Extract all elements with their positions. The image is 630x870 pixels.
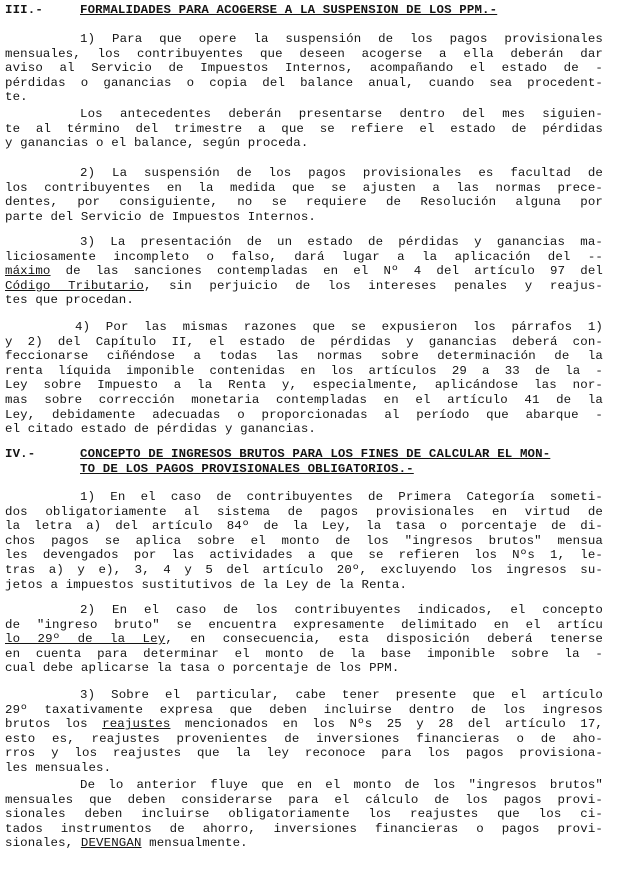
text-line: mensuales que deben considerarse para el cálculo de los pagos provi- [5,792,603,807]
text-line: parte del Servicio de Impuestos Internos. [5,209,317,224]
text-line: liciosamente incompleto o falso, dará lugar a la aplicación del -- [5,249,603,264]
section-4-title-line-2: TO DE LOS PAGOS PROVISIONALES OBLIGATORIOS.- [80,462,414,476]
text-line: sionales deben incluirse obligatoriamente los reajustes que los ci- [5,807,603,822]
section-4-number: IV.- [5,447,36,461]
text-line: Ley sobre Impuesto a la Renta y, especialmente, aplicándose las nor- [5,378,603,393]
text-line: 3) La presentación de un estado de pérdidas y ganancias ma- [80,235,603,249]
text-line: te al término del trimestre a que se refiere el estado de pérdidas [5,121,603,136]
text-run: brutos los [5,717,103,732]
text-line: 1) En el caso de contribuyentes de Primera Categoría someti- [80,490,603,504]
text-run: de las sanciones contempladas en el Nº 4 del artículo 97 del [50,264,603,279]
text-line: de "ingreso bruto" se encuentra expresamente delimitado en el artícu [5,617,603,632]
text-line: 4) Por las mismas razones que se expusieron los párrafos 1) [75,320,603,334]
text-line: mas sobre corrección monetaria contempladas en el artículo 41 de la [5,392,603,407]
underlined-term: DEVENGAN [80,836,142,851]
text-line: les mensuales. [5,760,112,775]
text-line [5,717,603,732]
text-line: y ganancias o el balance, según proceda. [5,136,309,151]
section-3-paragraph-2 [5,107,603,151]
text-run: mensualmente. [141,836,248,851]
text-run: mencionados en los Nºs 25 y 28 del artículo 17, [170,717,603,732]
text-line [5,836,603,851]
underlined-term: máximo [5,264,51,279]
text-line: esto es, reajustes provenientes de inversiones financieras o de aho- [5,731,603,746]
text-line: 2) La suspensión de los pagos provisionales es facultad de [80,166,603,180]
underlined-term: Código Tributario [5,278,144,293]
text-line: la letra a) del artículo 84º de la Ley, la tasa o porcentaje de di- [5,519,603,534]
section-4-paragraph-2 [5,603,603,676]
text-line: 2) En el caso de los contribuyentes indicados, el concepto [80,603,603,617]
text-line: jetos a impuestos sustitutivos de la Ley de la Renta. [5,577,408,592]
text-line: y 2) del Capítulo II, el estado de pérdidas y ganancias deberá con- [5,334,603,349]
section-4-paragraph-3 [5,688,603,776]
section-3-heading [5,3,497,18]
text-line: Ley, debidamente adecuadas o proporcionadas al período que abarque - [5,407,603,422]
text-line: 1) Para que opere la suspensión de los pagos provisionales [80,32,603,46]
text-line: tras a) y e), 3, 4 y 5 del artículo 20º, excluyendo los ingresos su- [5,562,603,577]
text-line: aviso al Servicio de Impuestos Internos, acompañando el estado de - [5,61,603,76]
section-3-paragraph-1 [5,32,603,105]
section-4-title-line-1: CONCEPTO DE INGRESOS BRUTOS PARA LOS FINES DE CALCULAR EL MON- [80,447,551,461]
text-line: te. [5,90,28,105]
text-line: pérdidas o ganancias o copia del balance anual, cuando sea procedent- [5,75,603,90]
text-run: , en consecuencia, esta disposición deberá tenerse [165,632,603,647]
text-line: chos pagos se aplica sobre el monto de los "ingresos brutos" mensua [5,533,603,548]
text-line [5,632,603,647]
text-line: cual debe aplicarse la tasa o porcentaje de los PPM. [5,661,400,676]
text-line: tados instrumentos de ahorro, inversiones financieras o pagos provi- [5,821,603,836]
text-line: Los antecedentes deberán presentarse dentro del mes siguien- [80,107,603,121]
section-4-paragraph-1 [5,490,603,592]
text-line: rros y los reajustes que la ley reconoce para los pagos provisiona- [5,746,603,761]
text-line: feccionarse ciñéndose a todas las normas sobre determinación de la [5,349,603,364]
section-3-paragraph-3 [5,166,603,224]
section-3-title: FORMALIDADES PARA ACOGERSE A LA SUSPENSION DE LOS PPM.- [80,3,498,17]
section-3-number: III.- [5,3,43,17]
text-line: 3) Sobre el particular, cabe tener presente que el artículo [80,688,603,702]
text-line [5,279,603,294]
text-line: De lo anterior fluye que en el monto de los "ingresos brutos" [80,778,603,792]
section-3-paragraph-5 [5,320,603,437]
text-line: renta líquida imponible contenidas en los artículos 29 a 33 de la - [5,363,603,378]
text-line: 29º taxativamente expresa que deben incluirse dentro de los ingresos [5,702,603,717]
section-3-paragraph-4 [5,235,603,308]
text-line: tes que procedan. [5,293,134,308]
underlined-term: lo 29º de la Ley [5,632,166,647]
section-4-paragraph-4 [5,778,603,851]
text-run: , sin perjuicio de los intereses penales y reajus- [143,278,603,293]
text-line [5,264,603,279]
text-run: sionales, [5,836,81,851]
text-line: dentes, por consiguiente, no se requiere de Resolución alguna por [5,195,603,210]
text-line: en cuenta para determinar el monto de la base imponible sobre la - [5,646,603,661]
underlined-term: reajustes [102,717,171,732]
text-line: el citado estado de pérdidas y ganancias. [5,422,317,437]
text-line: dos obligatoriamente al sistema de pagos provisionales en virtud de [5,504,603,519]
text-line: mensuales, los contribuyentes que deseen acogerse a ella deberán dar [5,46,603,61]
text-line: les devengados por las actividades a que se refieren los Nºs 1, le- [5,548,603,563]
text-line: los contribuyentes en la medida que se ajusten a las normas prece- [5,180,603,195]
